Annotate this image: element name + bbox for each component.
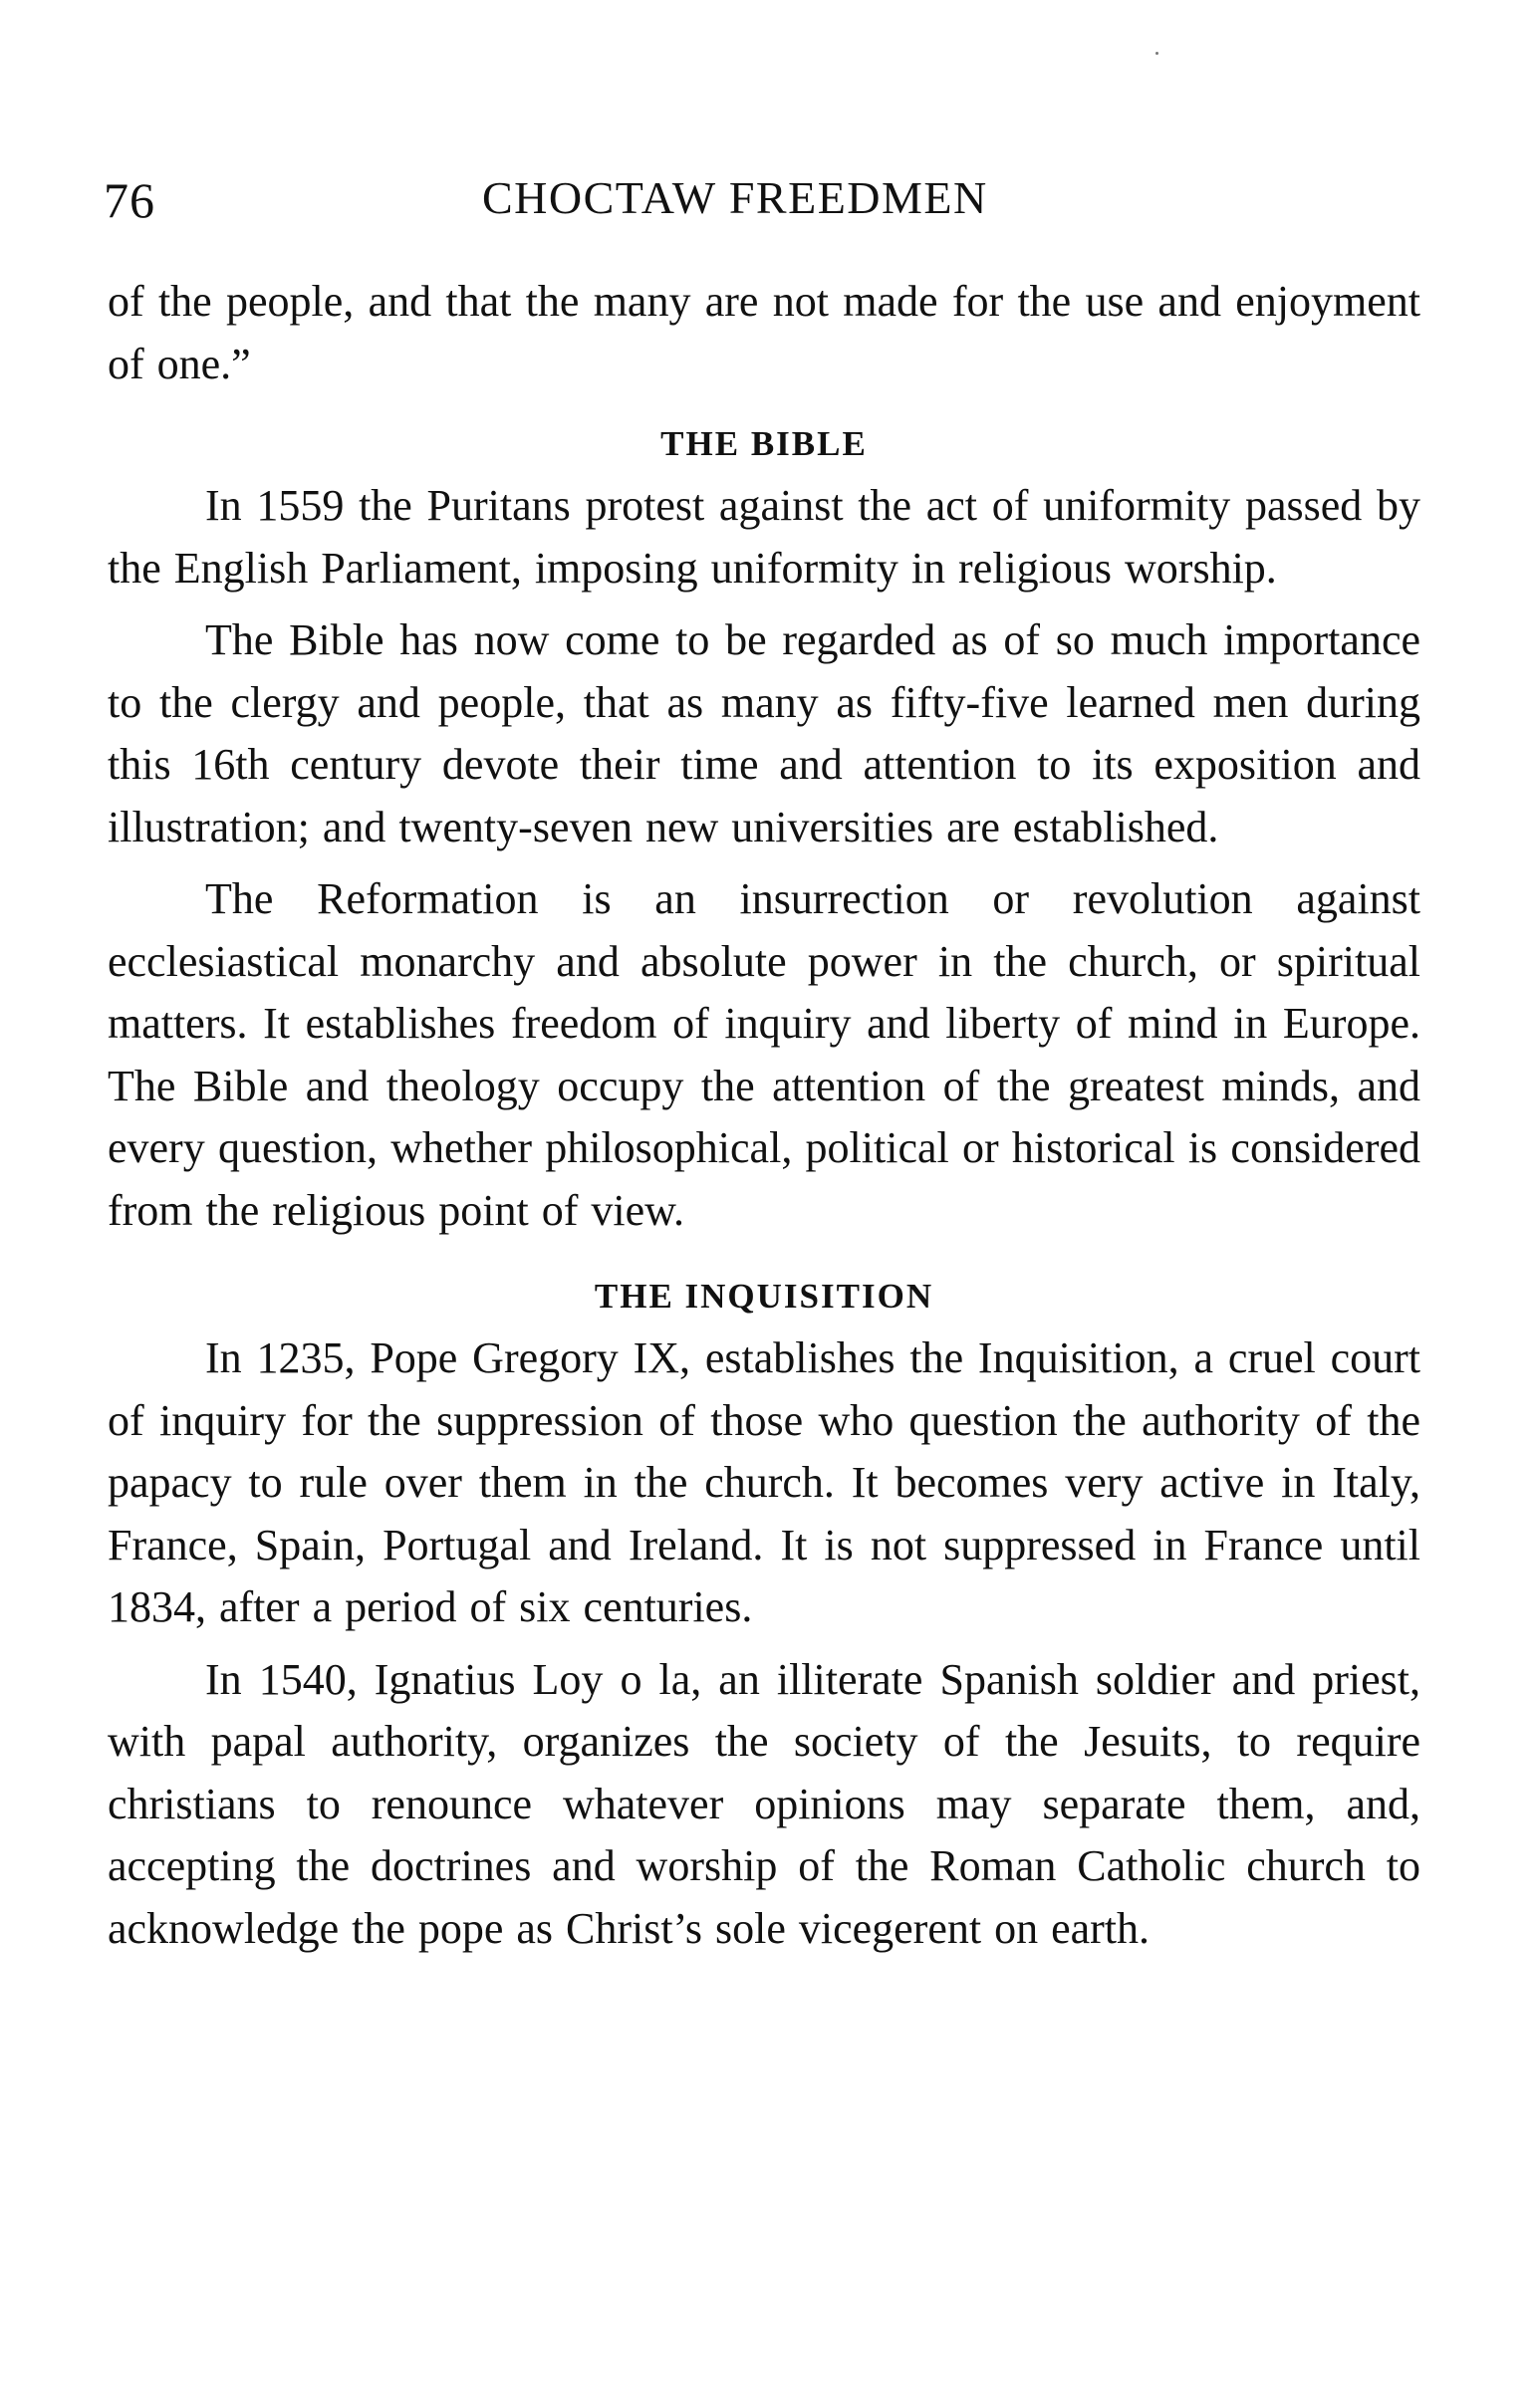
page-body — [108, 271, 1420, 1960]
section-heading-bible: THE BIBLE — [660, 424, 868, 463]
inquisition-paragraph-1: In 1235, Pope Gregory IX, establishes the Inquisition, a cruel court of inquiry for the suppression of those who question the authority of the papacy to rule over them in the church. It becomes very active in Italy, France, Spain, Portugal and Ireland. It is not suppressed in France until 1834, after a period of six centuries. — [108, 1333, 1420, 1631]
bible-paragraph-3: The Reformation is an insurrection or revolution against ecclesiastical monarchy and absolute power in the church, or spiritual matters. It establishes freedom of inquiry and liberty of mind in Europe. The Bible and theology occupy the attention of the greatest minds, and every question, whether philosophical, political or historical is considered from the religious point of view. — [108, 874, 1420, 1235]
bible-paragraph-2: The Bible has now come to be regarded as of so much importance to the clergy and people, that as many as fifty-five learned men during this 16th century devote their time and attention to its exposition and illustration; and twenty-seven new universities are established. — [108, 615, 1420, 851]
running-title: CHOCTAW FREEDMEN — [482, 172, 988, 223]
intro-continuation-paragraph: of the people, and that the many are not made for the use and enjoyment of one.” — [108, 277, 1420, 388]
inquisition-paragraph-2: In 1540, Ignatius Loy o la, an illiterate Spanish soldier and priest, with papal authority, organizes the society of the Jesuits, to require christians to renounce whatever opinions may separate them, and, accepting the doctrines and worship of the Roman Catholic church to acknowledge the pope as Christ’s sole vicegerent on earth. — [108, 1654, 1420, 1953]
page-header — [104, 171, 1418, 241]
scan-speck — [1155, 52, 1158, 55]
bible-paragraph-1: In 1559 the Puritans protest against the act of uniformity passed by the English Parliament, imposing uniformity in religious worship. — [108, 481, 1420, 593]
page-number: 76 — [104, 172, 155, 228]
section-heading-inquisition: THE INQUISITION — [594, 1277, 934, 1316]
